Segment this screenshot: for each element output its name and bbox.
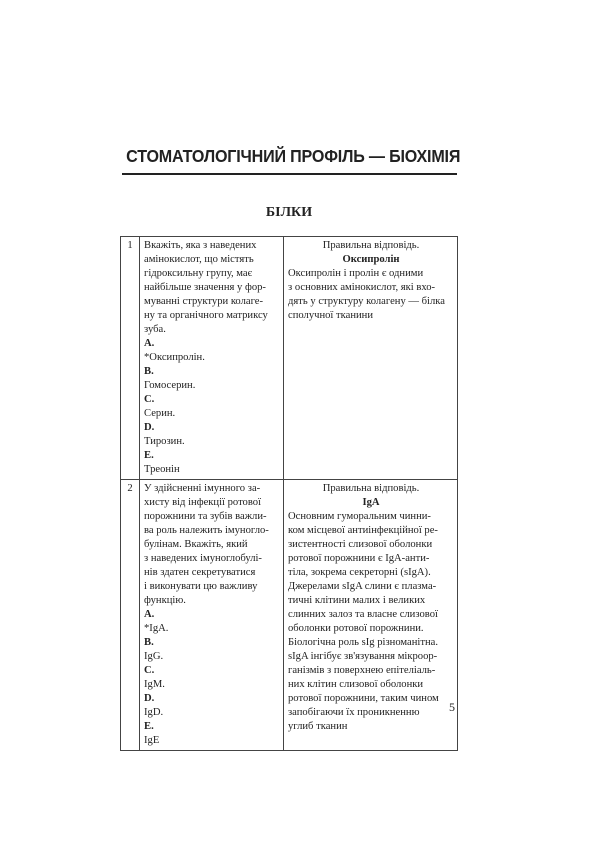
number-cell: [121, 480, 140, 751]
question-line: гідроксильну групу, має: [144, 268, 253, 279]
option-letter: E.: [144, 721, 154, 732]
answer-label: Правильна відповідь.: [322, 483, 420, 494]
answer-option: [144, 421, 280, 449]
question-line: зуба.: [144, 324, 166, 335]
answer-option: [144, 337, 280, 365]
explanation-line: ротової порожнини, таким чином: [288, 693, 439, 704]
section-title: БІЛКИ: [265, 205, 313, 220]
correct-answer: IgA: [362, 497, 380, 508]
answer-cell: [284, 237, 458, 480]
option-text: Гомосерин.: [144, 380, 196, 391]
explanation-line: з основних амінокислот, які вхо-: [288, 282, 436, 293]
explanation-line: оболонки ротової порожнини.: [288, 623, 424, 634]
explanation-line: дять у структуру колагену — білка: [288, 296, 445, 307]
question-line: У здійсненні імунного за-: [144, 483, 261, 494]
explanation-line: сполучної тканини: [288, 310, 373, 321]
question-line: найбільше значення у фор-: [144, 282, 266, 293]
explanation-line: слинних залоз та власне слизової: [288, 609, 438, 620]
explanation-line: зистентності слизової оболонки: [288, 539, 433, 550]
option-letter: C.: [144, 665, 155, 676]
question-line: ну та органічного матриксу: [144, 310, 268, 321]
option-text: IgD.: [144, 707, 164, 718]
explanation-line: ганізмів з поверхнею епітеліаль-: [288, 665, 436, 676]
explanation-line: них клітин слизової оболонки: [288, 679, 424, 690]
question-line: з наведених імуноглобулі-: [144, 553, 262, 564]
question-line: нів здатен секретуватися: [144, 567, 256, 578]
explanation-line: ротової порожнини є IgA-анти-: [288, 553, 430, 564]
answer-option: [144, 720, 280, 748]
option-text: Серин.: [144, 408, 176, 419]
explanation-line: Джерелами sIgA слини є плазма-: [288, 581, 437, 592]
answer-cell: [284, 480, 458, 751]
option-letter: D.: [144, 693, 155, 704]
explanation-line: тичні клітини малих і великих: [288, 595, 426, 606]
option-text: IgG.: [144, 651, 164, 662]
option-letter: A.: [144, 609, 155, 620]
explanation-line: запобігаючи їх проникненню: [288, 707, 420, 718]
option-text: IgM.: [144, 679, 165, 690]
answer-option: [144, 393, 280, 421]
question-line: функцію.: [144, 595, 186, 606]
explanation-line: ком місцевої антиінфекційної ре-: [288, 525, 438, 536]
running-header: СТОМАТОЛОГІЧНИЙ ПРОФІЛЬ — БІОХІМІЯ: [126, 146, 461, 166]
question-line: хисту від інфекції ротової: [144, 497, 262, 508]
answer-option: [144, 608, 280, 636]
explanation-line: Основним гуморальним чинни-: [288, 511, 431, 522]
table-row: [121, 237, 458, 480]
option-text: *Оксипролін.: [144, 352, 205, 363]
question-number: 2: [127, 483, 133, 494]
option-text: IgE: [144, 735, 160, 746]
correct-answer: Оксипролін: [342, 254, 400, 265]
question-line: порожнини та зубів важли-: [144, 511, 267, 522]
question-number: 1: [127, 240, 133, 251]
option-letter: B.: [144, 637, 154, 648]
explanation-line: Оксипролін і пролін є одними: [288, 268, 424, 279]
question-line: булінам. Вкажіть, який: [144, 539, 248, 550]
question-line: муванні структури колаге-: [144, 296, 264, 307]
option-text: Треонін: [144, 464, 180, 475]
answer-label: Правильна відповідь.: [322, 240, 420, 251]
question-cell: [140, 237, 284, 480]
answer-option: [144, 692, 280, 720]
qa-table: [120, 236, 458, 751]
question-line: і виконувати цю важливу: [144, 581, 258, 592]
option-letter: B.: [144, 366, 154, 377]
explanation-line: sIgA інгібує зв'язування мікроор-: [288, 651, 438, 662]
option-text: *IgA.: [144, 623, 169, 634]
option-text: Тирозин.: [144, 436, 185, 447]
option-letter: E.: [144, 450, 154, 461]
explanation-line: Біологічна роль sIg різноманітна.: [288, 637, 439, 648]
question-line: ва роль належить імуногло-: [144, 525, 269, 536]
answer-option: [144, 636, 280, 664]
explanation-line: углиб тканин: [288, 721, 348, 732]
answer-option: [144, 664, 280, 692]
number-cell: [121, 237, 140, 480]
option-letter: C.: [144, 394, 155, 405]
header-rule: [122, 173, 457, 175]
page-number: 5: [449, 700, 455, 714]
question-cell: [140, 480, 284, 751]
option-letter: D.: [144, 422, 155, 433]
answer-option: [144, 365, 280, 393]
answer-option: [144, 449, 280, 477]
question-line: амінокислот, що містять: [144, 254, 254, 265]
explanation-line: тіла, зокрема секреторні (sIgA).: [288, 567, 431, 578]
option-letter: A.: [144, 338, 155, 349]
table-row: [121, 480, 458, 751]
question-line: Вкажіть, яка з наведених: [144, 240, 257, 251]
